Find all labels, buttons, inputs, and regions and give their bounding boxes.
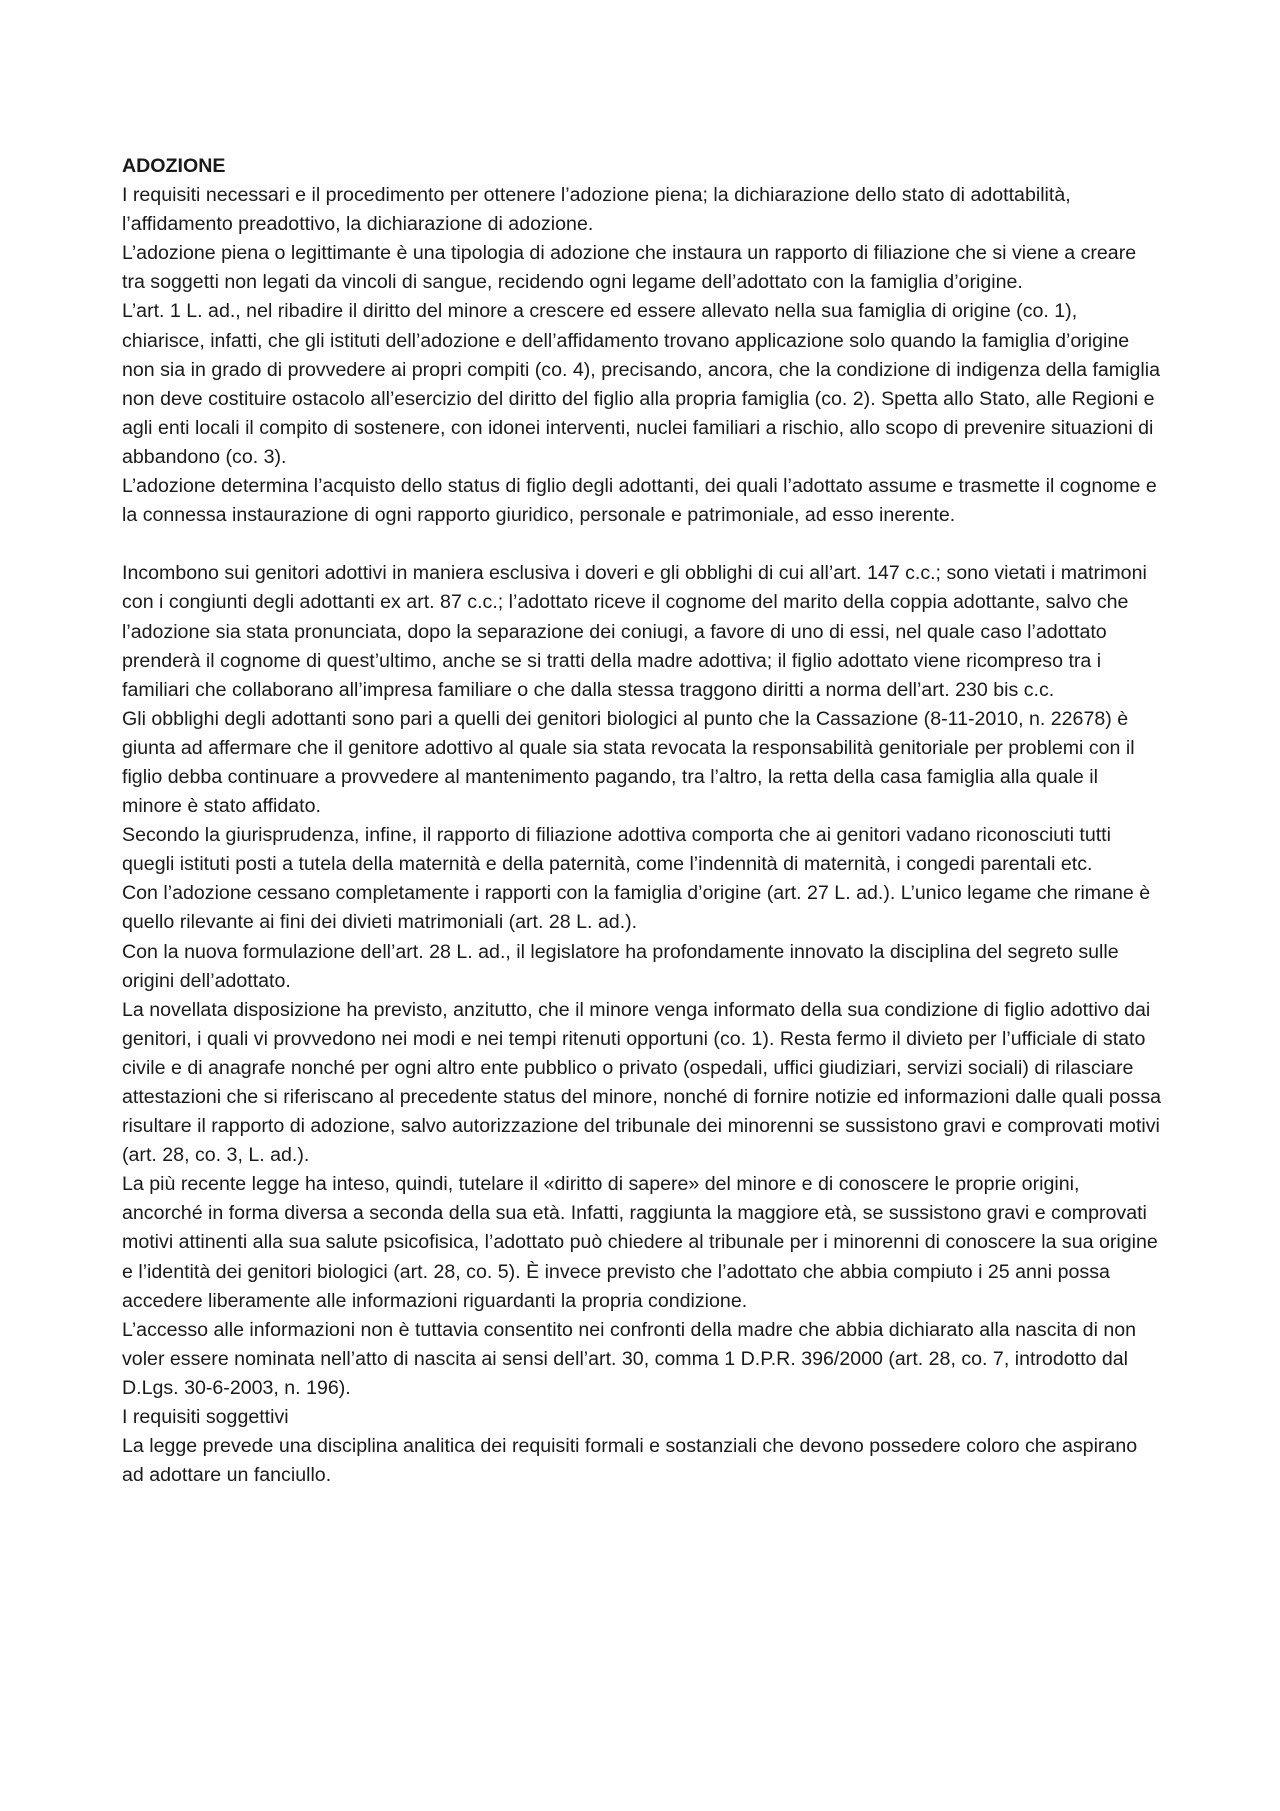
paragraph-subtitle: I requisiti necessari e il procedimento per ottenere l’adozione piena; la dichiarazione dello stato di adottabilità, l’affidamento preadottivo, la dichiarazione di adozione. xyxy=(122,184,1071,236)
paragraph: L’art. 1 L. ad., nel ribadire il diritto del minore a crescere ed essere allevato nella sua famiglia di origine (co. 1), chiarisce, infatti, che gli istituti dell’adozione e dell’affidamento trovano applicazione solo quando la famiglia d’origine non sia in grado di provvedere ai propri compiti (co. 4), precisando, ancora, che la condizione di indigenza della famiglia non deve costituire ostacolo all’esercizio del diritto del figlio alla propria famiglia (co. 2). Spetta allo Stato, alle Regioni e agli enti locali il compito di sostenere, con idonei interventi, nuclei familiari a rischio, allo scopo di prevenire situazioni di abbandono (co. 3). xyxy=(122,300,1160,468)
paragraph: L’adozione determina l’acquisto dello status di figlio degli adottanti, dei quali l’adottato assume e trasmette il cognome e la connessa instaurazione di ogni rapporto giuridico, personale e patrimoniale, ad esso inerente. xyxy=(122,475,1157,527)
document-title: ADOZIONE xyxy=(122,155,226,177)
paragraph: La novellata disposizione ha previsto, anzitutto, che il minore venga informato della sua condizione di figlio adottivo dai genitori, i quali vi provvedono nei modi e nei tempi ritenuti opportuni (co. 1). Resta fermo il divieto per l’ufficiale di stato civile e di anagrafe nonché per ogni altro ente pubblico o privato (ospedali, uffici giudiziari, servizi sociali) di rilasciare attestazioni che si riferiscano al precedente status del minore, nonché di fornire notizie ed informazioni dalle quali possa risultare il rapporto di adozione, salvo autorizzazione del tribunale dei minorenni se sussistono gravi e comprovati motivi (art. 28, co. 3, L. ad.). xyxy=(122,998,1162,1167)
paragraph: La legge prevede una disciplina analitica dei requisiti formali e sostanziali che devono possedere coloro che aspirano ad adottare un fanciullo. xyxy=(122,1435,1138,1487)
paragraph: La più recente legge ha inteso, quindi, tutelare il «diritto di sapere» del minore e di conoscere le proprie origini, ancorché in forma diversa a seconda della sua età. Infatti, raggiunta la maggiore età, se sussistono gravi e comprovati motivi attinenti alla sua salute psicofisica, l’adottato può chiedere al tribunale per i minorenni di conoscere la sua origine e l’identità dei genitori biologici (art. 28, co. 5). È invece previsto che l’adottato che abbia compiuto i 25 anni possa accedere liberamente alle informazioni riguardanti la propria condizione. xyxy=(122,1173,1158,1312)
paragraph: Con l’adozione cessano completamente i rapporti con la famiglia d’origine (art. 27 L. ad.). L’unico legame che rimane è quello rilevante ai fini dei divieti matrimoniali (art. 28 L. ad.). xyxy=(122,882,1151,934)
paragraph: Secondo la giurisprudenza, infine, il rapporto di filiazione adottiva comporta che ai genitori vadano riconosciuti tutti quegli istituti posti a tutela della maternità e della paternità, come l’indennità di maternità, i congedi parentali etc. xyxy=(122,824,1111,876)
section-heading: I requisiti soggettivi xyxy=(122,1406,289,1429)
paragraph: Con la nuova formulazione dell’art. 28 L. ad., il legislatore ha profondamente innovato la disciplina del segreto sulle origini dell’adottato. xyxy=(122,940,1119,992)
blank-line xyxy=(122,530,1162,559)
paragraph: Gli obblighi degli adottanti sono pari a quelli dei genitori biologici al punto che la Cassazione (8-11-2010, n. 22678) è giunta ad affermare che il genitore adottivo al quale sia stata revocata la responsabilità genitoriale per problemi con il figlio debba continuare a provvedere al mantenimento pagando, tra l’altro, la retta della casa famiglia alla quale il minore è stato affidato. xyxy=(122,707,1135,818)
document-page xyxy=(122,152,1162,1490)
paragraph: L’adozione piena o legittimante è una tipologia di adozione che instaura un rapporto di filiazione che si viene a creare tra soggetti non legati da vincoli di sangue, recidendo ogni legame dell’adottato con la famiglia d’origine. xyxy=(122,242,1137,294)
paragraph: Incombono sui genitori adottivi in maniera esclusiva i doveri e gli obblighi di cui all’art. 147 c.c.; sono vietati i matrimoni con i congiunti degli adottanti ex art. 87 c.c.; l’adottato riceve il cognome del marito della coppia adottante, salvo che l’adozione sia stata pronunciata, dopo la separazione dei coniugi, a favore di uno di essi, nel quale caso l’adottato prenderà il cognome di quest’ultimo, anche se si tratti della madre adottiva; il figlio adottato viene ricompreso tra i familiari che collaborano all’impresa familiare o che dalla stessa traggono diritti a norma dell’art. 230 bis c.c. xyxy=(122,562,1147,701)
paragraph: L’accesso alle informazioni non è tuttavia consentito nei confronti della madre che abbia dichiarato alla nascita di non voler essere nominata nell’atto di nascita ai sensi dell’art. 30, comma 1 D.P.R. 396/2000 (art. 28, co. 7, introdotto dal D.Lgs. 30-6-2003, n. 196). xyxy=(122,1318,1137,1399)
